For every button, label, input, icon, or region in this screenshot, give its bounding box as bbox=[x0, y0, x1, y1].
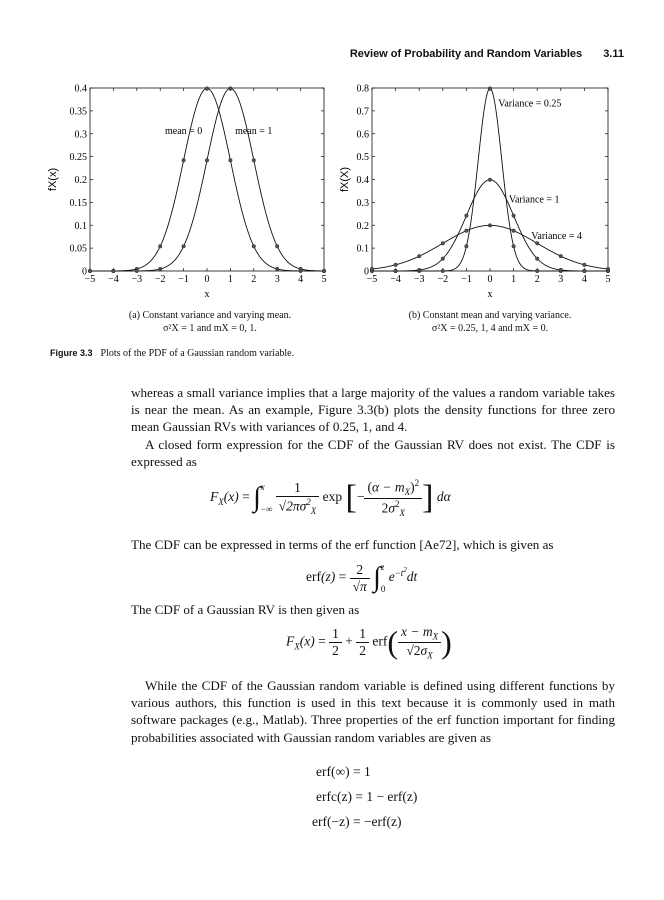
paragraph-4 bbox=[131, 601, 615, 618]
data-point bbox=[488, 178, 492, 182]
series-line bbox=[90, 88, 324, 271]
figure-label: Figure 3.3 bbox=[50, 348, 93, 358]
y-tick-label: 0.2 bbox=[74, 175, 87, 186]
x-tick-label: 4 bbox=[298, 274, 304, 285]
data-point bbox=[465, 244, 469, 248]
data-point bbox=[205, 87, 209, 91]
y-tick-label: 0.8 bbox=[356, 83, 369, 95]
data-point bbox=[441, 269, 445, 273]
equation-cdf-erf: $F_X(x)$ = $\frac{1}{2}$ + $\frac{1}{2}$ erf( $\frac{x - m_X}{√2\sigma_X}$ ) bbox=[286, 624, 452, 661]
data-point bbox=[229, 87, 233, 91]
x-tick-label: −5 bbox=[84, 274, 96, 285]
data-point bbox=[394, 269, 398, 273]
data-point bbox=[112, 269, 116, 273]
data-point bbox=[535, 269, 539, 273]
x-tick-label: 4 bbox=[581, 274, 587, 285]
x-tick-label: 3 bbox=[274, 274, 280, 285]
equation-erf: erf(z) = $\frac{2}{√\pi}$ ∫ z 0 $e^{-t^2}dt$ bbox=[306, 561, 418, 594]
paragraph-text-3: The CDF can be expressed in terms of the erf function [Ae72], which is given as bbox=[131, 537, 554, 552]
x-tick-label: −5 bbox=[366, 274, 378, 285]
paragraph-text-5: While the CDF of the Gaussian random variable is defined using different functions by various authors, this function is used in this text because it is commonly used in math software packages (e.g., Matlab). Three properties of the erf function important for finding probabilities associated with Gaussian random variables are given as bbox=[131, 678, 615, 745]
equation-erf-odd: erf(−z) = −erf(z) bbox=[312, 814, 402, 829]
data-point bbox=[512, 229, 516, 233]
y-tick-label: 0.25 bbox=[69, 152, 87, 164]
paragraph-3 bbox=[131, 536, 615, 553]
data-point bbox=[158, 267, 162, 271]
data-point bbox=[606, 267, 610, 271]
x-tick-label: 5 bbox=[321, 274, 327, 285]
y-axis-label: fX(X) bbox=[339, 166, 351, 193]
x-tick-label: 2 bbox=[251, 274, 257, 285]
paragraph-text-1: whereas a small variance implies that a large majority of the values a random variable takes is near the mean. As an example, Figure 3.3(b) plots the density functions for three zero mean Gaussian RVs with variances of 0.25, 1, and 4. bbox=[131, 385, 615, 435]
data-point bbox=[135, 269, 139, 273]
data-point bbox=[465, 214, 469, 218]
y-tick-label: 0 bbox=[82, 266, 87, 278]
data-point bbox=[441, 257, 445, 261]
paragraph-text-4: The CDF of a Gaussian RV is then given as bbox=[131, 602, 360, 617]
x-tick-label: 0 bbox=[487, 274, 493, 285]
data-point bbox=[583, 269, 587, 273]
data-point bbox=[182, 158, 186, 162]
data-point bbox=[535, 257, 539, 261]
data-point bbox=[275, 244, 279, 248]
y-tick-label: 0.15 bbox=[69, 197, 87, 209]
figure-caption-text: Plots of the PDF of a Gaussian random variable. bbox=[100, 348, 295, 359]
y-tick-label: 0.7 bbox=[356, 106, 369, 118]
caption-b bbox=[360, 309, 620, 335]
data-point bbox=[512, 244, 516, 248]
data-point bbox=[417, 254, 421, 258]
y-tick-label: 0.1 bbox=[356, 243, 369, 255]
series-label: Variance = 0.25 bbox=[498, 98, 562, 110]
chart-b bbox=[338, 82, 628, 307]
paragraph-text-2: A closed form expression for the CDF of the Gaussian RV does not exist. The CDF is expressed as bbox=[131, 436, 615, 469]
equation-erfc: erfc(z) = 1 − erf(z) bbox=[316, 789, 418, 804]
data-point bbox=[394, 263, 398, 267]
y-tick-label: 0.6 bbox=[356, 129, 369, 141]
data-point bbox=[417, 268, 421, 272]
running-header bbox=[350, 48, 624, 60]
data-point bbox=[559, 268, 563, 272]
y-tick-label: 0 bbox=[364, 266, 369, 278]
y-tick-label: 0.1 bbox=[74, 220, 87, 232]
series-label: mean = 1 bbox=[235, 125, 273, 137]
data-point bbox=[370, 267, 374, 271]
data-point bbox=[252, 158, 256, 162]
data-point bbox=[535, 242, 539, 246]
series-line bbox=[90, 88, 324, 271]
x-tick-label: −1 bbox=[461, 274, 472, 285]
x-tick-label: 1 bbox=[227, 274, 233, 285]
x-axis-label: x bbox=[487, 289, 493, 300]
x-tick-label: −2 bbox=[437, 274, 449, 285]
x-tick-label: −4 bbox=[108, 274, 119, 285]
figure-caption bbox=[50, 348, 294, 359]
x-tick-label: −3 bbox=[131, 274, 143, 285]
x-tick-label: 5 bbox=[605, 274, 611, 285]
plot-frame bbox=[90, 88, 324, 271]
data-point bbox=[299, 267, 303, 271]
data-point bbox=[322, 269, 326, 273]
paragraph-1 bbox=[131, 384, 615, 470]
x-tick-label: −3 bbox=[413, 274, 425, 285]
data-point bbox=[182, 244, 186, 248]
y-tick-label: 0.35 bbox=[69, 106, 87, 118]
caption-a bbox=[80, 309, 340, 335]
data-point bbox=[441, 242, 445, 246]
data-point bbox=[158, 244, 162, 248]
equation-erf-inf: erf(∞) = 1 bbox=[316, 764, 371, 779]
data-point bbox=[275, 267, 279, 271]
caption-b-line2: σ²X = 0.25, 1, 4 and mX = 0. bbox=[431, 323, 549, 334]
y-tick-label: 0.3 bbox=[74, 129, 87, 141]
data-point bbox=[512, 214, 516, 218]
data-point bbox=[488, 224, 492, 228]
series-label: Variance = 4 bbox=[531, 230, 582, 242]
data-point bbox=[583, 263, 587, 267]
x-tick-label: −2 bbox=[154, 274, 166, 285]
x-tick-label: 3 bbox=[558, 274, 564, 285]
data-point bbox=[488, 87, 492, 91]
caption-a-line1: (a) Constant variance and varying mean. bbox=[128, 310, 292, 321]
y-tick-label: 0.05 bbox=[69, 243, 87, 255]
x-tick-label: −1 bbox=[178, 274, 189, 285]
series-label: Variance = 1 bbox=[508, 194, 560, 206]
data-point bbox=[559, 254, 563, 258]
y-axis-label: fX(x) bbox=[47, 167, 59, 192]
data-point bbox=[229, 158, 233, 162]
series-label: mean = 0 bbox=[165, 125, 203, 137]
equation-cdf-integral: $F_X(x)$ = ∫ x −∞ $\frac{1}{√2\pi\sigma^2_X}$ exp [− $\frac{(\alpha - m_X)^2}{2\sigma^2_X}$ ] dα bbox=[210, 478, 451, 518]
data-point bbox=[88, 269, 92, 273]
caption-a-line2: σ²X = 1 and mX = 0, 1. bbox=[163, 323, 257, 334]
data-point bbox=[252, 244, 256, 248]
x-tick-label: 2 bbox=[534, 274, 540, 285]
y-tick-label: 0.2 bbox=[356, 220, 369, 232]
y-tick-label: 0.3 bbox=[356, 197, 369, 209]
y-tick-label: 0.4 bbox=[356, 175, 369, 186]
chart-a bbox=[48, 82, 338, 307]
x-axis-label: x bbox=[204, 289, 210, 300]
x-tick-label: 1 bbox=[511, 274, 517, 285]
header-title: Review of Probability and Random Variables bbox=[349, 48, 583, 60]
data-point bbox=[205, 158, 209, 162]
x-tick-label: 0 bbox=[204, 274, 210, 285]
data-point bbox=[465, 229, 469, 233]
paragraph-5 bbox=[131, 677, 615, 746]
caption-b-line1: (b) Constant mean and varying variance. bbox=[408, 310, 572, 321]
y-tick-label: 0.5 bbox=[356, 152, 369, 164]
page-number: 3.11 bbox=[603, 48, 624, 60]
y-tick-label: 0.4 bbox=[74, 83, 87, 95]
x-tick-label: −4 bbox=[390, 274, 401, 285]
